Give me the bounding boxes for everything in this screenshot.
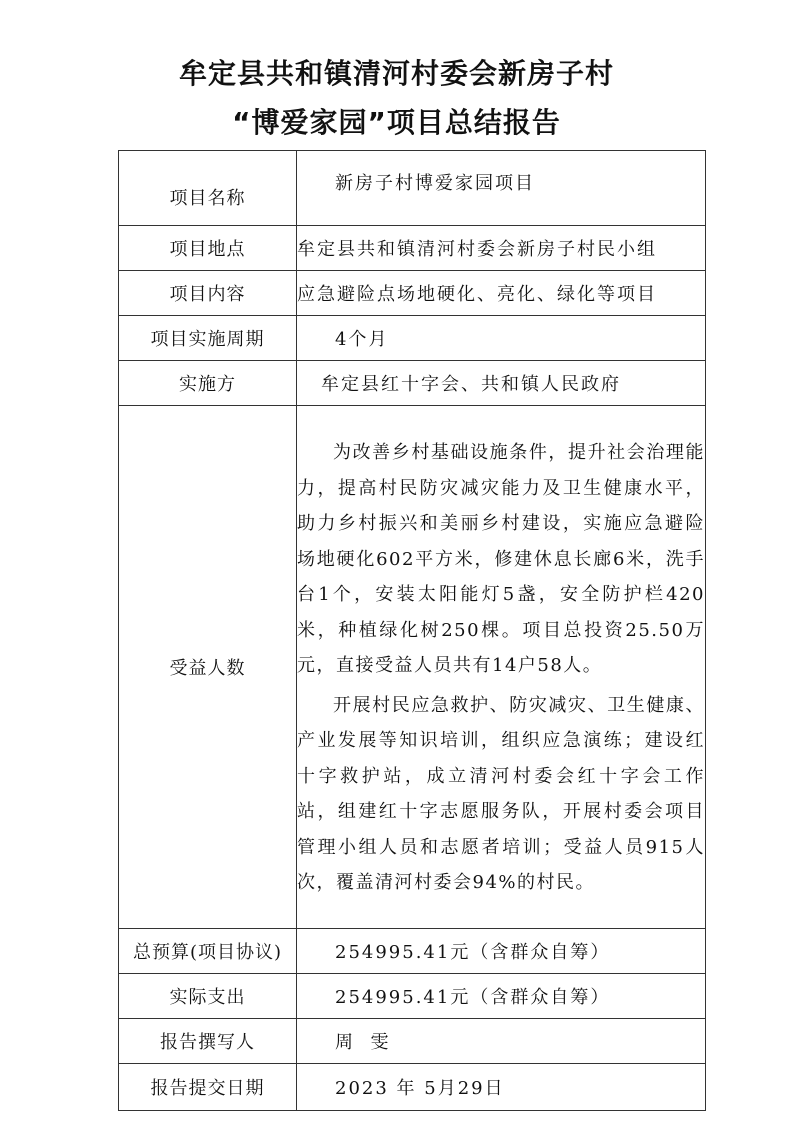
table-row-total-budget — [119, 929, 706, 974]
table-row-project-content — [119, 271, 706, 316]
project-name-label: 项目名称 — [119, 151, 297, 226]
beneficiaries-label: 受益人数 — [119, 406, 297, 929]
project-period-label: 项目实施周期 — [119, 316, 297, 361]
beneficiaries-paragraph-1: 为改善乡村基础设施条件，提升社会治理能力，提高村民防灾减灾能力及卫生健康水平，助力乡村振兴和美丽乡村建设，实施应急避险场地硬化602平方米，修建休息长廊6米，洗手台1个，安装太阳能灯5盏，安全防护栏420米，种植绿化树250棵。项目总投资25.50万元，直接受益人员共有14户58人。 — [297, 442, 705, 677]
implementer-label: 实施方 — [119, 361, 297, 406]
table-row-submission-date — [119, 1064, 706, 1111]
project-location-value: 牟定县共和镇清河村委会新房子村民小组 — [297, 226, 706, 271]
table-row-project-location — [119, 226, 706, 271]
table-row-report-writer — [119, 1019, 706, 1064]
report-writer-value: 周 雯 — [297, 1019, 706, 1064]
actual-expense-value: 254995.41元（含群众自筹） — [297, 974, 706, 1019]
table-row-actual-expense — [119, 974, 706, 1019]
table-row-project-period — [119, 316, 706, 361]
actual-expense-label: 实际支出 — [119, 974, 297, 1019]
submission-date-value: 2023 年 5月29日 — [297, 1064, 706, 1111]
table-row-project-name — [119, 151, 706, 226]
project-summary-table — [118, 150, 706, 1111]
document-title-line1: 牟定县共和镇清河村委会新房子村 — [178, 57, 614, 90]
beneficiaries-paragraph-2: 开展村民应急救护、防灾减灾、卫生健康、产业发展等知识培训，组织应急演练；建设红十字救护站，成立清河村委会红十字会工作站，组建红十字志愿服务队，开展村委会项目管理小组人员和志愿者培训；受益人员915人次，覆盖清河村委会94%的村民。 — [297, 694, 705, 894]
table-row-implementer — [119, 361, 706, 406]
project-location-label: 项目地点 — [119, 226, 297, 271]
implementer-value: 牟定县红十字会、共和镇人民政府 — [297, 361, 706, 406]
table-row-beneficiaries — [119, 406, 706, 929]
total-budget-label: 总预算(项目协议) — [119, 929, 297, 974]
project-name-value: 新房子村博爱家园项目 — [297, 151, 706, 226]
beneficiaries-description — [297, 406, 706, 929]
document-title-line2: “博爱家园”项目总结报告 — [232, 106, 561, 139]
submission-date-label: 报告提交日期 — [119, 1064, 297, 1111]
project-content-label: 项目内容 — [119, 271, 297, 316]
report-writer-label: 报告撰写人 — [119, 1019, 297, 1064]
total-budget-value: 254995.41元（含群众自筹） — [297, 929, 706, 974]
project-content-value: 应急避险点场地硬化、亮化、绿化等项目 — [297, 271, 706, 316]
project-period-value: 4个月 — [297, 316, 706, 361]
